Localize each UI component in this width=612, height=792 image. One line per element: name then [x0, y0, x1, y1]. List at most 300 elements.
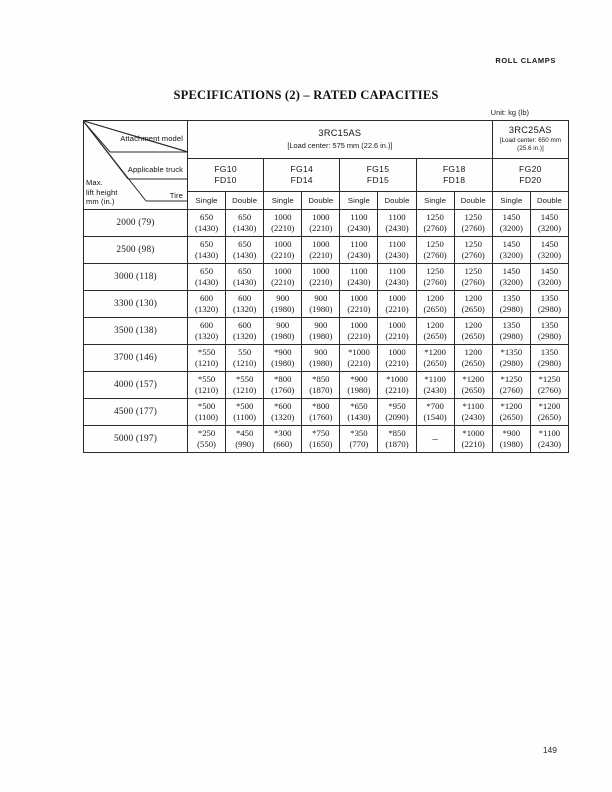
capacity-lb: (2650): [461, 304, 485, 314]
capacity-cell: [302, 237, 340, 264]
capacity-kg: *700: [426, 400, 444, 411]
capacity-lb: (1320): [233, 304, 257, 314]
truck-model-line-1: FG15: [366, 164, 390, 175]
capacity-cell: [416, 291, 454, 318]
capacity-lb: (2210): [385, 304, 409, 314]
capacity-kg: 1250: [426, 211, 444, 222]
capacity-cell: [340, 399, 378, 426]
capacity-kg: *900: [502, 427, 521, 438]
capacity-cell: [492, 291, 530, 318]
capacity-kg: *550: [235, 373, 254, 384]
capacity-cell: [492, 210, 530, 237]
table-row: [84, 237, 569, 264]
capacity-lb: (2650): [499, 412, 523, 422]
capacity-lb: (1430): [233, 250, 257, 260]
max-lift-line-3: mm (in.): [86, 197, 115, 207]
capacity-kg: *900: [350, 373, 368, 384]
capacity-kg: 1000: [388, 319, 406, 330]
capacity-lb: (1210): [194, 358, 219, 368]
lift-height-cell: 4500 (177): [84, 399, 188, 426]
attachment-model-name: 3RC15AS: [318, 127, 362, 138]
capacity-kg: *1200: [424, 346, 446, 357]
capacity-cell: [264, 237, 302, 264]
tire-type-header-7: Double: [454, 191, 492, 209]
capacity-lb: (1430): [194, 223, 219, 233]
capacity-lb: (2760): [461, 277, 485, 287]
capacity-lb: (2760): [461, 223, 485, 233]
capacity-lb: (2980): [499, 331, 523, 341]
capacity-lb: (3200): [499, 223, 523, 233]
capacity-cell: [302, 264, 340, 291]
capacity-cell: [454, 372, 492, 399]
capacity-lb: (2980): [499, 304, 523, 314]
capacity-cell: [226, 291, 264, 318]
capacity-cell: [340, 264, 378, 291]
applicable-truck-header-1: [264, 158, 340, 191]
capacity-kg: 900: [314, 346, 328, 357]
capacity-cell: [378, 264, 416, 291]
attachment-model-load-center: [Load center: 575 mm (22.6 in.)]: [287, 140, 393, 150]
capacity-cell: [226, 372, 264, 399]
capacity-kg: 1200: [464, 292, 482, 303]
capacity-cell: [416, 210, 454, 237]
attachment-model-load-center: [Load center: 650 mm (25.6 in.)]: [499, 137, 562, 153]
page-title: SPECIFICATIONS (2) – RATED CAPACITIES: [173, 88, 439, 102]
capacity-kg: 650: [200, 238, 214, 249]
tire-type-header-3: Double: [302, 191, 340, 209]
capacity-cell: [492, 399, 530, 426]
tire-type-header-2: Single: [264, 191, 302, 209]
capacity-lb: (2430): [347, 250, 371, 260]
capacity-kg: *1250: [500, 373, 523, 384]
capacity-lb: (2430): [347, 277, 371, 287]
table-row: [84, 345, 569, 372]
capacity-cell: [226, 345, 264, 372]
corner-label-applicable-truck: Applicable truck: [127, 165, 183, 174]
capacity-lb: (1100): [233, 412, 257, 422]
applicable-truck-header-2: [340, 158, 416, 191]
capacity-kg: *1100: [462, 400, 484, 411]
capacity-lb: (2650): [461, 358, 485, 368]
capacity-kg: 1000: [274, 211, 292, 222]
capacity-cell: [530, 237, 568, 264]
attachment-model-header-0: [188, 121, 493, 159]
tire-type-header-5: Double: [378, 191, 416, 209]
capacity-kg: 1100: [350, 265, 368, 276]
capacity-kg: 1100: [350, 211, 368, 222]
capacity-lb: (2760): [423, 277, 447, 287]
max-lift-line-2: lift height: [86, 187, 118, 197]
capacity-cell: [378, 399, 416, 426]
capacity-lb: (2650): [537, 412, 562, 422]
capacity-kg: *800: [312, 400, 330, 411]
capacity-kg: 1100: [388, 211, 406, 222]
capacity-kg: *1000: [348, 346, 370, 357]
capacity-lb: (2210): [347, 304, 371, 314]
tire-type-header-4: Single: [340, 191, 378, 209]
capacity-cell: [226, 210, 264, 237]
capacity-kg: 900: [276, 292, 290, 303]
capacity-kg: *450: [235, 427, 254, 438]
capacity-cell: [492, 318, 530, 345]
capacity-lb: (1980): [309, 331, 333, 341]
capacity-cell: [340, 237, 378, 264]
capacity-lb: (2430): [385, 250, 409, 260]
capacity-cell: [264, 399, 302, 426]
capacity-cell: [492, 345, 530, 372]
capacity-kg: 1450: [502, 265, 521, 276]
capacity-lb: (1320): [233, 331, 257, 341]
capacity-lb: (990): [235, 439, 255, 449]
capacity-lb: (660): [273, 439, 293, 449]
capacity-kg: 1200: [426, 292, 444, 303]
capacity-lb: (2980): [537, 358, 562, 368]
capacity-kg: *500: [235, 400, 254, 411]
capacity-cell: [340, 291, 378, 318]
truck-model-line-2: FD20: [519, 174, 542, 185]
capacity-cell: [454, 399, 492, 426]
capacity-lb: (1650): [309, 439, 333, 449]
capacity-lb: (1870): [385, 439, 409, 449]
capacity-cell: [454, 426, 492, 453]
capacity-kg: 1450: [540, 238, 559, 249]
lift-height-cell: 4000 (157): [84, 372, 188, 399]
lift-height-cell: 3000 (118): [84, 264, 188, 291]
capacity-lb: (770): [349, 439, 369, 449]
capacity-lb: (2980): [537, 331, 562, 341]
capacity-cell: [454, 345, 492, 372]
capacity-cell: [226, 426, 264, 453]
capacity-kg: 1000: [350, 319, 368, 330]
capacity-lb: (1760): [309, 412, 333, 422]
table-header: [84, 121, 569, 210]
capacity-lb: (1320): [194, 304, 219, 314]
capacity-kg: 1450: [502, 211, 521, 222]
capacity-cell: [454, 210, 492, 237]
capacity-kg: *1200: [500, 400, 523, 411]
table-row: [84, 210, 569, 237]
capacity-cell: [416, 318, 454, 345]
capacity-cell: [226, 264, 264, 291]
lift-height-cell: 5000 (197): [84, 426, 188, 453]
capacity-kg: 1000: [388, 292, 406, 303]
capacity-cell: [530, 264, 568, 291]
tire-type-header-8: Single: [492, 191, 530, 209]
capacity-kg: *350: [350, 427, 368, 438]
capacity-cell: [454, 237, 492, 264]
capacity-kg: *550: [197, 346, 216, 357]
capacity-kg: *750: [312, 427, 330, 438]
capacity-cell: [264, 318, 302, 345]
capacity-kg: 1000: [350, 292, 368, 303]
capacity-lb: (2210): [271, 223, 295, 233]
capacity-lb: (2980): [499, 358, 523, 368]
capacity-lb: (2210): [385, 331, 409, 341]
capacity-cell: [454, 264, 492, 291]
capacity-cell: [492, 237, 530, 264]
capacity-lb: (2430): [385, 277, 409, 287]
truck-model-line-1: FG10: [214, 164, 237, 175]
capacity-lb: (2430): [385, 223, 409, 233]
capacity-cell: [378, 210, 416, 237]
capacity-cell: [188, 345, 226, 372]
capacity-cell: [188, 264, 226, 291]
lift-height-cell: 3500 (138): [84, 318, 188, 345]
applicable-truck-header-3: [416, 158, 492, 191]
capacity-lb: (2650): [423, 331, 447, 341]
capacity-lb: (2430): [461, 412, 485, 422]
truck-model-line-2: FD14: [290, 174, 313, 185]
capacity-cell: [530, 372, 568, 399]
capacity-lb: (1980): [347, 385, 371, 395]
capacity-lb: (1980): [309, 358, 333, 368]
capacity-lb: (2650): [423, 304, 447, 314]
capacity-cell: [416, 345, 454, 372]
capacity-kg: 1250: [426, 238, 444, 249]
capacity-kg: *850: [312, 373, 330, 384]
capacity-lb: (1980): [271, 304, 295, 314]
capacity-cell: [378, 237, 416, 264]
capacity-kg: 650: [238, 265, 252, 276]
capacity-kg: *1200: [462, 373, 485, 384]
capacity-cell: [302, 291, 340, 318]
capacity-lb: (2210): [347, 358, 371, 368]
capacity-cell: [378, 291, 416, 318]
capacity-kg: 1250: [426, 265, 444, 276]
capacity-kg: 1200: [464, 346, 482, 357]
capacity-kg: 1450: [502, 238, 521, 249]
capacity-cell: [302, 318, 340, 345]
capacity-cell: [264, 210, 302, 237]
unit-note: Unit: kg (lb): [490, 108, 529, 117]
capacity-kg: *850: [388, 427, 406, 438]
capacity-kg: 650: [200, 211, 214, 222]
capacity-lb: (1100): [195, 412, 218, 422]
capacity-cell: [302, 399, 340, 426]
capacity-lb: (1980): [499, 439, 523, 449]
capacity-kg: 1250: [464, 211, 482, 222]
capacity-lb: (1210): [233, 358, 257, 368]
capacity-kg: *1100: [538, 427, 561, 438]
capacity-cell: [188, 291, 226, 318]
capacity-kg: 650: [238, 211, 252, 222]
capacity-lb: (2650): [461, 331, 485, 341]
capacity-lb: (2430): [347, 223, 371, 233]
capacity-kg: *300: [274, 427, 292, 438]
capacity-cell: [530, 345, 568, 372]
capacity-lb: (2210): [461, 439, 485, 449]
capacity-lb: (2760): [537, 385, 562, 395]
capacity-lb: (3200): [537, 277, 562, 287]
capacity-cell: [492, 372, 530, 399]
capacity-kg: *250: [197, 427, 216, 438]
capacity-lb: (1430): [233, 277, 257, 287]
capacity-kg: 1350: [540, 346, 559, 357]
attachment-model-name: 3RC25AS: [508, 125, 552, 136]
capacity-lb: (1980): [309, 304, 333, 314]
capacity-cell: [340, 345, 378, 372]
capacity-kg: 1100: [350, 238, 368, 249]
capacity-lb: (1320): [194, 331, 219, 341]
capacity-cell: [530, 426, 568, 453]
capacity-kg: *1000: [386, 373, 408, 384]
page-number: 149: [542, 745, 557, 755]
capacity-kg: 600: [238, 292, 252, 303]
capacity-cell: [530, 291, 568, 318]
capacity-kg: 900: [314, 319, 328, 330]
table-row: [84, 372, 569, 399]
table-corner-legend: [84, 121, 188, 210]
capacity-cell: [416, 237, 454, 264]
capacity-cell: [454, 318, 492, 345]
lift-height-cell: 2500 (98): [84, 237, 188, 264]
corner-label-attachment-model: Attachment model: [120, 134, 183, 143]
capacity-lb: (2650): [423, 358, 447, 368]
capacity-lb: (1210): [233, 385, 257, 395]
capacity-kg: 1000: [312, 238, 330, 249]
capacity-kg: 900: [276, 319, 290, 330]
tire-type-header-6: Single: [416, 191, 454, 209]
capacity-kg: *1100: [424, 373, 446, 384]
lift-height-cell: 3700 (146): [84, 345, 188, 372]
capacity-lb: (3200): [537, 223, 562, 233]
capacity-cell: –: [416, 426, 454, 453]
capacity-kg: 1100: [388, 238, 406, 249]
tire-type-header-0: Single: [188, 191, 226, 209]
capacity-cell: [416, 399, 454, 426]
capacity-cell: [416, 372, 454, 399]
capacity-kg: 600: [238, 319, 252, 330]
tire-type-header-1: Double: [226, 191, 264, 209]
capacity-lb: (1430): [194, 277, 219, 287]
capacity-kg: 1250: [464, 265, 482, 276]
capacity-kg: 1000: [312, 211, 330, 222]
capacity-kg: 550: [238, 346, 252, 357]
capacity-cell: [188, 318, 226, 345]
rated-capacities-table-wrap: [83, 120, 562, 453]
truck-model-line-2: FD15: [366, 174, 390, 185]
table-row: [84, 318, 569, 345]
capacity-lb: (2760): [423, 223, 447, 233]
capacity-lb: (2210): [271, 250, 295, 260]
capacity-lb: (550): [197, 439, 216, 449]
capacity-lb: (2210): [309, 277, 333, 287]
corner-label-tire: Tire: [169, 191, 183, 200]
capacity-lb: (2430): [423, 385, 447, 395]
capacity-kg: 1000: [274, 265, 292, 276]
max-lift-line-1: Max.: [86, 178, 103, 187]
capacity-cell: [264, 345, 302, 372]
capacity-cell: [188, 426, 226, 453]
capacity-cell: [378, 372, 416, 399]
capacity-kg: *1250: [538, 373, 561, 384]
truck-model-line-1: FG18: [442, 164, 466, 175]
capacity-kg: 1450: [540, 265, 559, 276]
capacity-cell: [188, 399, 226, 426]
capacity-cell: [416, 264, 454, 291]
capacity-cell: [226, 318, 264, 345]
capacity-lb: (3200): [537, 250, 562, 260]
capacity-cell: [226, 237, 264, 264]
lift-height-cell: 3300 (130): [84, 291, 188, 318]
capacity-lb: (1980): [271, 331, 295, 341]
capacity-kg: *650: [350, 400, 368, 411]
capacity-lb: (1320): [271, 412, 295, 422]
capacity-cell: [530, 210, 568, 237]
capacity-lb: (2210): [347, 331, 371, 341]
capacity-cell: [492, 264, 530, 291]
capacity-kg: 1200: [464, 319, 482, 330]
capacity-lb: (2650): [461, 385, 485, 395]
capacity-kg: *900: [274, 346, 292, 357]
table-row: [84, 291, 569, 318]
capacity-kg: 900: [314, 292, 328, 303]
corner-label-max-lift-height: [86, 178, 118, 207]
capacity-cell: [188, 372, 226, 399]
header-row-model: [84, 121, 569, 159]
truck-model-line-1: FG20: [519, 164, 542, 175]
capacity-kg: 1200: [426, 319, 444, 330]
capacity-lb: (1430): [233, 223, 257, 233]
rated-capacities-table: [83, 120, 569, 453]
capacity-kg: 650: [238, 238, 252, 249]
capacity-kg: *1200: [538, 400, 561, 411]
capacity-cell: [302, 426, 340, 453]
capacity-lb: (2430): [537, 439, 562, 449]
capacity-kg: *1000: [462, 427, 485, 438]
capacity-cell: [378, 426, 416, 453]
capacity-kg: 1350: [540, 292, 559, 303]
capacity-cell: [264, 426, 302, 453]
attachment-model-header-1: [492, 121, 568, 159]
applicable-truck-header-4: [492, 158, 568, 191]
capacity-cell: [340, 426, 378, 453]
capacity-kg: 600: [200, 292, 214, 303]
capacity-lb: (2980): [537, 304, 562, 314]
capacity-cell: [340, 318, 378, 345]
capacity-kg: 1350: [502, 319, 521, 330]
capacity-cell: [378, 345, 416, 372]
capacity-lb: (2760): [423, 250, 447, 260]
capacity-cell: [226, 399, 264, 426]
capacity-cell: [492, 426, 530, 453]
table-row: [84, 426, 569, 453]
capacity-lb: (1760): [271, 385, 295, 395]
capacity-cell: [530, 399, 568, 426]
capacity-lb: (3200): [499, 250, 523, 260]
capacity-cell: [302, 210, 340, 237]
capacity-lb: (2760): [461, 250, 485, 260]
capacity-kg: *500: [197, 400, 216, 411]
capacity-kg: 1000: [388, 346, 406, 357]
capacity-lb: (2210): [271, 277, 295, 287]
tire-type-header-9: Double: [530, 191, 568, 209]
capacity-cell: [302, 345, 340, 372]
capacity-kg: 1350: [502, 292, 521, 303]
capacity-cell: [264, 291, 302, 318]
capacity-kg: 1000: [312, 265, 330, 276]
truck-model-line-1: FG14: [290, 164, 314, 175]
capacity-cell: [188, 237, 226, 264]
capacity-kg: *1350: [500, 346, 523, 357]
capacity-kg: 1250: [464, 238, 482, 249]
capacity-kg: *800: [274, 373, 292, 384]
capacity-lb: (1430): [347, 412, 371, 422]
capacity-cell: [264, 264, 302, 291]
table-row: [84, 399, 569, 426]
capacity-lb: (1540): [423, 412, 447, 422]
capacity-cell: [302, 372, 340, 399]
